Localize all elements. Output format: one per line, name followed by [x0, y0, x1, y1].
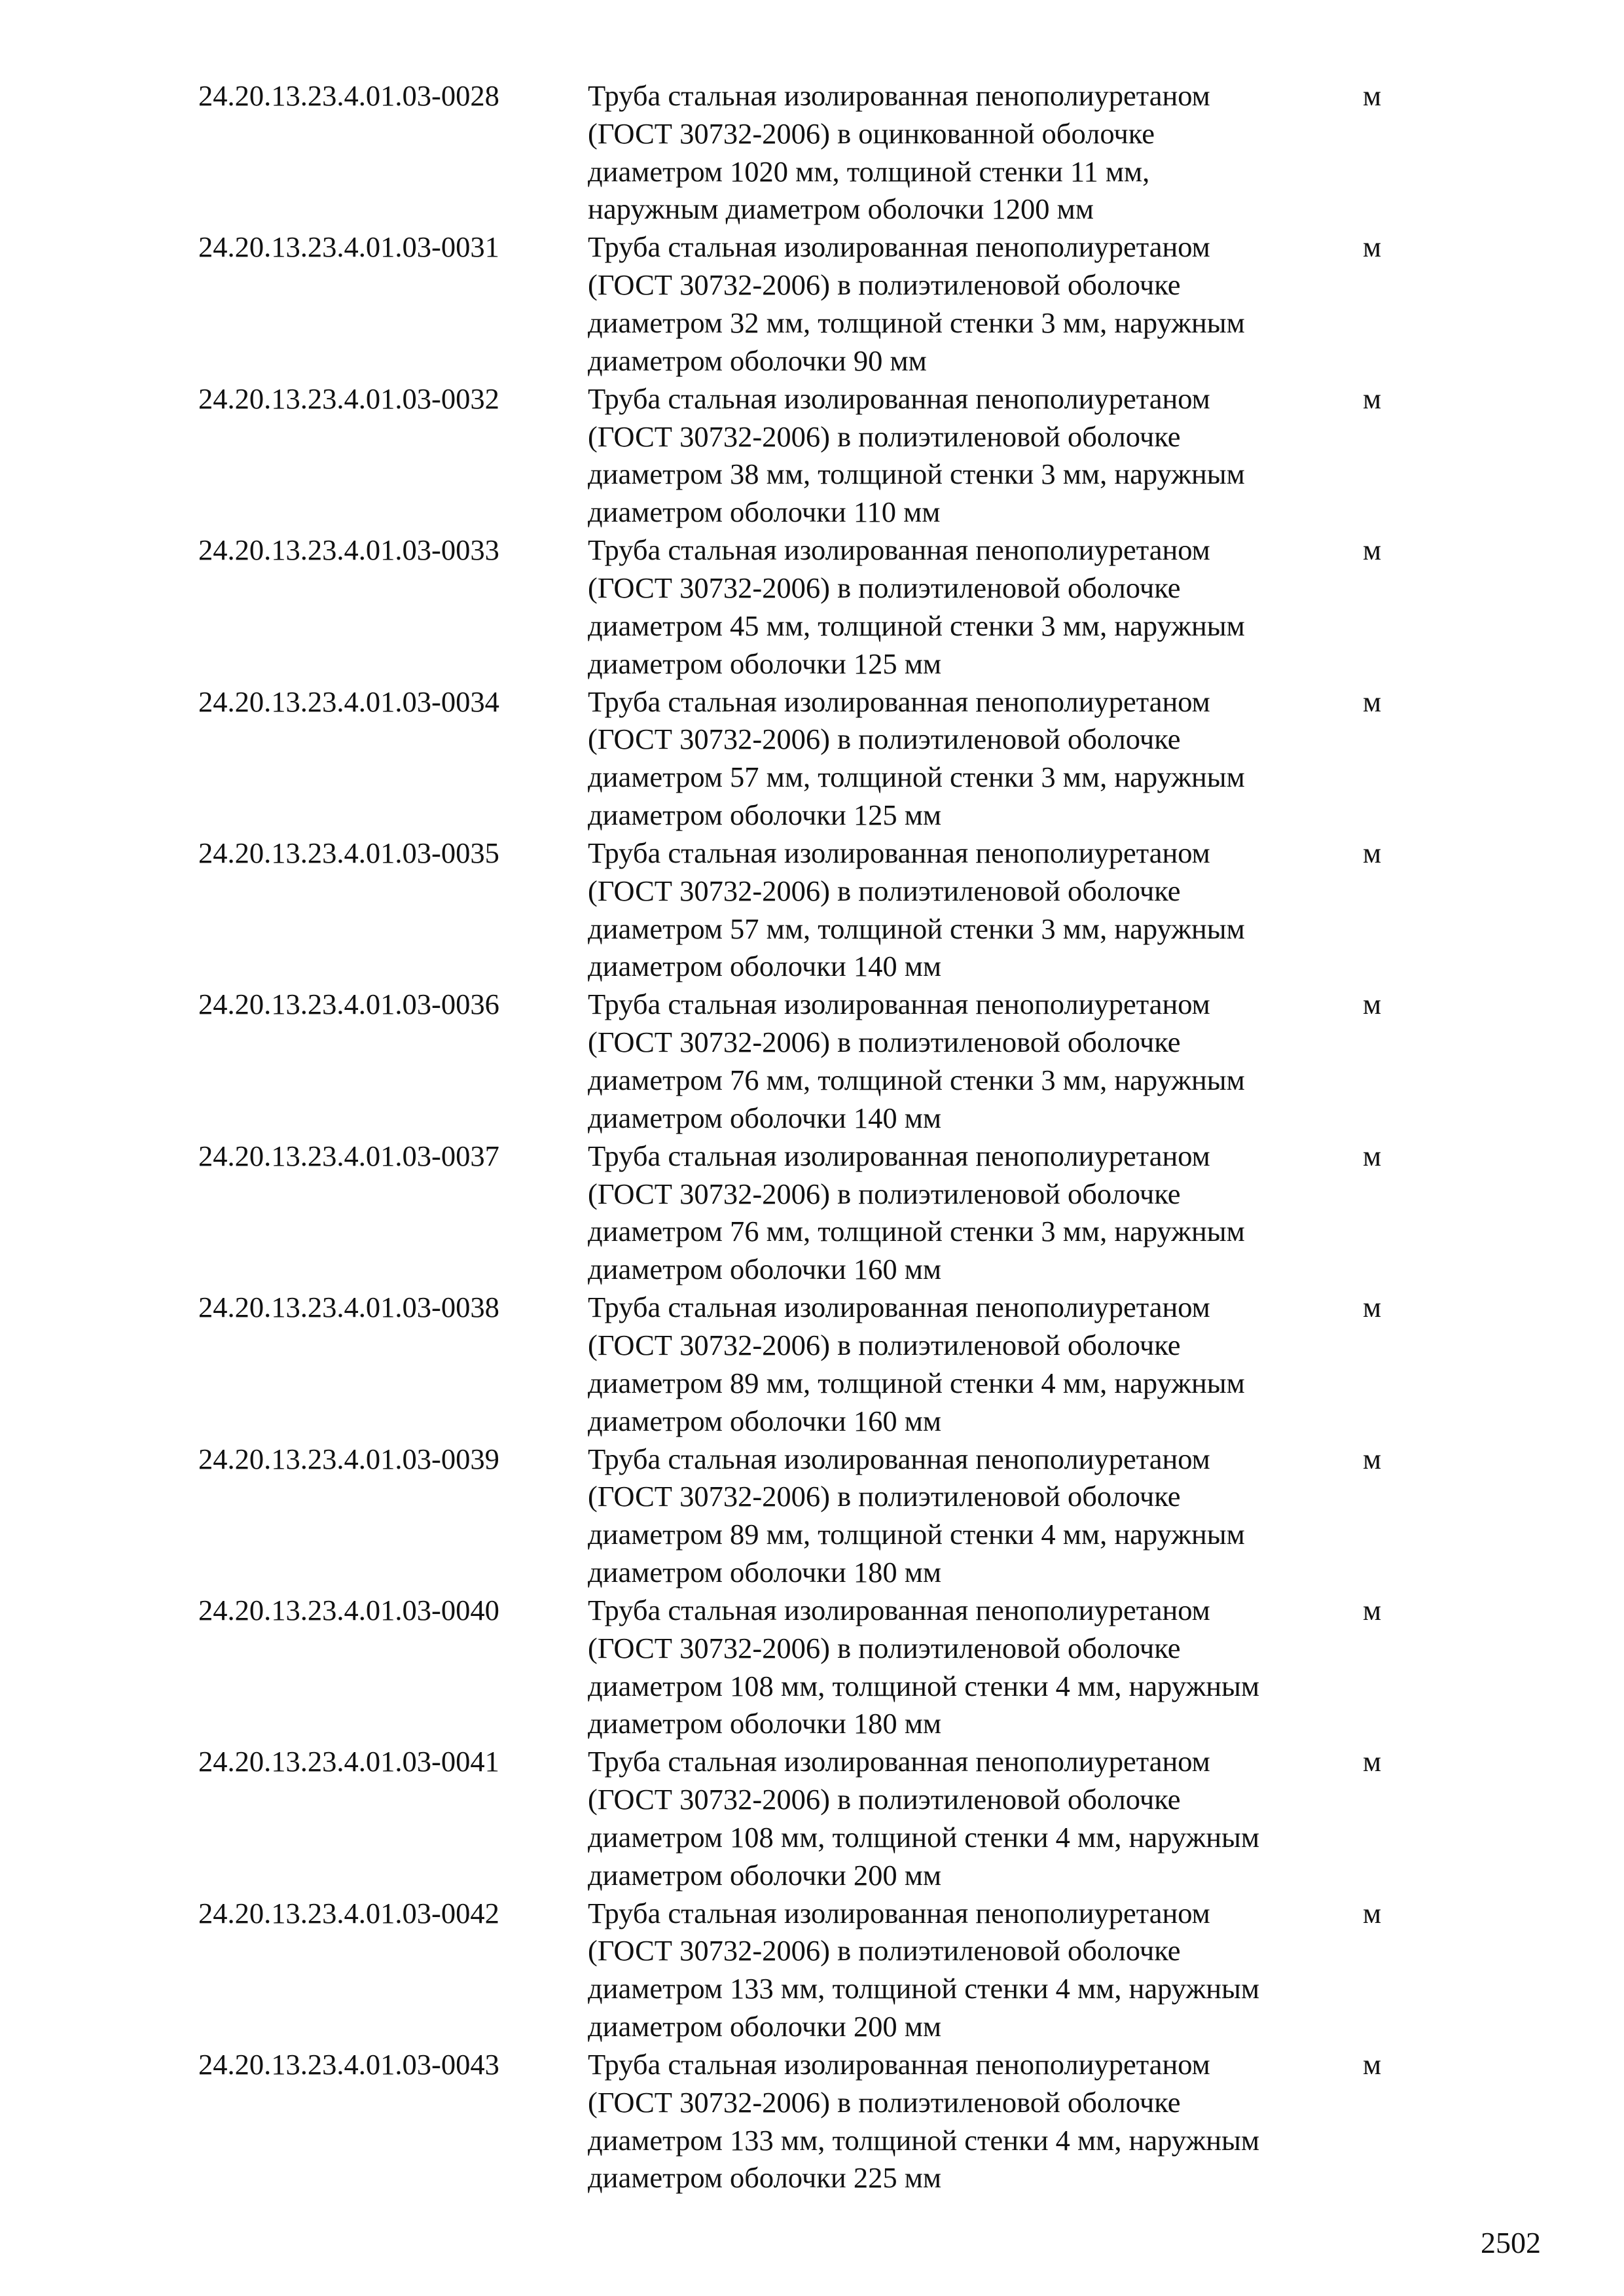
item-code: 24.20.13.23.4.01.03-0028 [198, 79, 499, 112]
item-code: 24.20.13.23.4.01.03-0040 [198, 1593, 499, 1626]
description-line: диаметром 133 мм, толщиной стенки 4 мм, наружным [588, 2123, 1260, 2157]
description-line: диаметром 1020 мм, толщиной стенки 11 мм, [588, 154, 1150, 188]
item-unit: м [1363, 1291, 1382, 1324]
description-line: Труба стальная изолированная пенополиуретаном [588, 79, 1210, 112]
description-line: диаметром оболочки 125 мм [588, 647, 942, 680]
description-line: диаметром оболочки 125 мм [588, 798, 942, 831]
pricing-table [0, 77, 1624, 2197]
item-unit: м [1363, 1442, 1382, 1475]
table-row [0, 1138, 1624, 1289]
item-code: 24.20.13.23.4.01.03-0031 [198, 230, 499, 264]
description-line: диаметром оболочки 110 мм [588, 495, 941, 529]
description-line: Труба стальная изолированная пенополиуретаном [588, 988, 1210, 1021]
description-line: диаметром 89 мм, толщиной стенки 4 мм, наружным [588, 1518, 1245, 1551]
description-line: диаметром 76 мм, толщиной стенки 3 мм, наружным [588, 1063, 1245, 1096]
table-row [0, 1895, 1624, 2046]
item-code: 24.20.13.23.4.01.03-0042 [198, 1896, 499, 1929]
table-row [0, 77, 1624, 228]
table-row [0, 228, 1624, 380]
table-row [0, 986, 1624, 1137]
item-description [588, 834, 1360, 986]
table-row [0, 1743, 1624, 1894]
description-line: диаметром оболочки 140 мм [588, 950, 942, 983]
description-line: Труба стальная изолированная пенополиуретаном [588, 836, 1210, 869]
description-line: (ГОСТ 30732-2006) в полиэтиленовой оболочке [588, 1026, 1181, 1059]
description-line: Труба стальная изолированная пенополиуретаном [588, 1593, 1210, 1626]
description-line: Труба стальная изолированная пенополиуретаном [588, 230, 1210, 264]
description-line: Труба стальная изолированная пенополиуретаном [588, 685, 1210, 718]
description-line: (ГОСТ 30732-2006) в полиэтиленовой оболочке [588, 2085, 1181, 2119]
item-description [588, 1743, 1360, 1894]
item-unit: м [1363, 382, 1382, 415]
description-line: (ГОСТ 30732-2006) в полиэтиленовой оболочке [588, 723, 1181, 756]
table-row [0, 683, 1624, 834]
description-line: диаметром 45 мм, толщиной стенки 3 мм, наружным [588, 609, 1245, 642]
item-description [588, 1895, 1360, 2046]
table-row [0, 1289, 1624, 1440]
description-line: диаметром оболочки 180 мм [588, 1555, 942, 1588]
description-line: Труба стальная изолированная пенополиуретаном [588, 533, 1210, 567]
description-line: Труба стальная изолированная пенополиуретаном [588, 1442, 1210, 1475]
description-line: Труба стальная изолированная пенополиуретаном [588, 2048, 1210, 2081]
description-line: (ГОСТ 30732-2006) в полиэтиленовой оболочке [588, 571, 1181, 604]
description-line: диаметром 108 мм, толщиной стенки 4 мм, наружным [588, 1669, 1260, 1702]
description-line: диаметром оболочки 160 мм [588, 1253, 942, 1286]
description-line: Труба стальная изолированная пенополиуретаном [588, 382, 1210, 415]
description-line: (ГОСТ 30732-2006) в полиэтиленовой оболочке [588, 1480, 1181, 1513]
item-description [588, 683, 1360, 834]
description-line: (ГОСТ 30732-2006) в полиэтиленовой оболочке [588, 1631, 1181, 1664]
description-line: наружным диаметром оболочки 1200 мм [588, 192, 1094, 226]
item-description [588, 77, 1360, 228]
table-row [0, 834, 1624, 986]
description-line: диаметром оболочки 90 мм [588, 344, 927, 377]
description-line: (ГОСТ 30732-2006) в полиэтиленовой оболочке [588, 268, 1181, 302]
description-line: диаметром 38 мм, толщиной стенки 3 мм, наружным [588, 457, 1245, 491]
item-unit: м [1363, 988, 1382, 1021]
item-code: 24.20.13.23.4.01.03-0033 [198, 533, 499, 567]
description-line: диаметром оболочки 200 мм [588, 2010, 942, 2043]
description-line: диаметром оболочки 140 мм [588, 1101, 942, 1134]
description-line: диаметром 32 мм, толщиной стенки 3 мм, наружным [588, 306, 1245, 339]
item-code: 24.20.13.23.4.01.03-0035 [198, 836, 499, 869]
item-description [588, 1441, 1360, 1592]
item-description [588, 2046, 1360, 2197]
item-description [588, 1592, 1360, 1743]
description-line: диаметром 108 мм, толщиной стенки 4 мм, наружным [588, 1820, 1260, 1854]
item-unit: м [1363, 1745, 1382, 1778]
description-line: диаметром оболочки 200 мм [588, 1858, 942, 1892]
description-line: (ГОСТ 30732-2006) в полиэтиленовой оболочке [588, 1934, 1181, 1967]
description-line: диаметром 133 мм, толщиной стенки 4 мм, наружным [588, 1972, 1260, 2005]
table-row [0, 531, 1624, 683]
item-unit: м [1363, 79, 1382, 112]
description-line: диаметром 76 мм, толщиной стенки 3 мм, наружным [588, 1215, 1245, 1248]
item-code: 24.20.13.23.4.01.03-0036 [198, 988, 499, 1021]
item-description [588, 531, 1360, 683]
item-unit: м [1363, 1139, 1382, 1172]
item-code: 24.20.13.23.4.01.03-0038 [198, 1291, 499, 1324]
description-line: диаметром оболочки 225 мм [588, 2161, 942, 2195]
item-unit: м [1363, 685, 1382, 718]
description-line: (ГОСТ 30732-2006) в полиэтиленовой оболочке [588, 1328, 1181, 1361]
description-line: Труба стальная изолированная пенополиуретаном [588, 1896, 1210, 1929]
item-code: 24.20.13.23.4.01.03-0043 [198, 2048, 499, 2081]
table-row [0, 2046, 1624, 2197]
item-unit: м [1363, 230, 1382, 264]
item-unit: м [1363, 836, 1382, 869]
description-line: диаметром 57 мм, толщиной стенки 3 мм, наружным [588, 912, 1245, 945]
item-unit: м [1363, 1593, 1382, 1626]
description-line: Труба стальная изолированная пенополиуретаном [588, 1291, 1210, 1324]
description-line: диаметром 57 мм, толщиной стенки 3 мм, наружным [588, 761, 1245, 794]
description-line: (ГОСТ 30732-2006) в полиэтиленовой оболочке [588, 874, 1181, 907]
item-description [588, 228, 1360, 380]
page-number: 2502 [1481, 2226, 1541, 2259]
item-code: 24.20.13.23.4.01.03-0041 [198, 1745, 499, 1778]
item-description [588, 1289, 1360, 1440]
item-unit: м [1363, 1896, 1382, 1929]
item-description [588, 986, 1360, 1137]
description-line: (ГОСТ 30732-2006) в полиэтиленовой оболочке [588, 1177, 1181, 1210]
table-row [0, 1441, 1624, 1592]
item-description [588, 1138, 1360, 1289]
table-row [0, 380, 1624, 531]
description-line: Труба стальная изолированная пенополиуретаном [588, 1745, 1210, 1778]
table-row [0, 1592, 1624, 1743]
description-line: диаметром оболочки 180 мм [588, 1707, 942, 1740]
description-line: (ГОСТ 30732-2006) в полиэтиленовой оболочке [588, 1783, 1181, 1816]
item-code: 24.20.13.23.4.01.03-0034 [198, 685, 499, 718]
item-unit: м [1363, 2048, 1382, 2081]
description-line: Труба стальная изолированная пенополиуретаном [588, 1139, 1210, 1172]
item-description [588, 380, 1360, 531]
description-line: (ГОСТ 30732-2006) в полиэтиленовой оболочке [588, 420, 1181, 453]
description-line: диаметром оболочки 160 мм [588, 1404, 942, 1437]
item-code: 24.20.13.23.4.01.03-0039 [198, 1442, 499, 1475]
description-line: (ГОСТ 30732-2006) в оцинкованной оболочке [588, 117, 1155, 150]
description-line: диаметром 89 мм, толщиной стенки 4 мм, наружным [588, 1366, 1245, 1399]
item-code: 24.20.13.23.4.01.03-0032 [198, 382, 499, 415]
item-code: 24.20.13.23.4.01.03-0037 [198, 1139, 499, 1172]
item-unit: м [1363, 533, 1382, 567]
